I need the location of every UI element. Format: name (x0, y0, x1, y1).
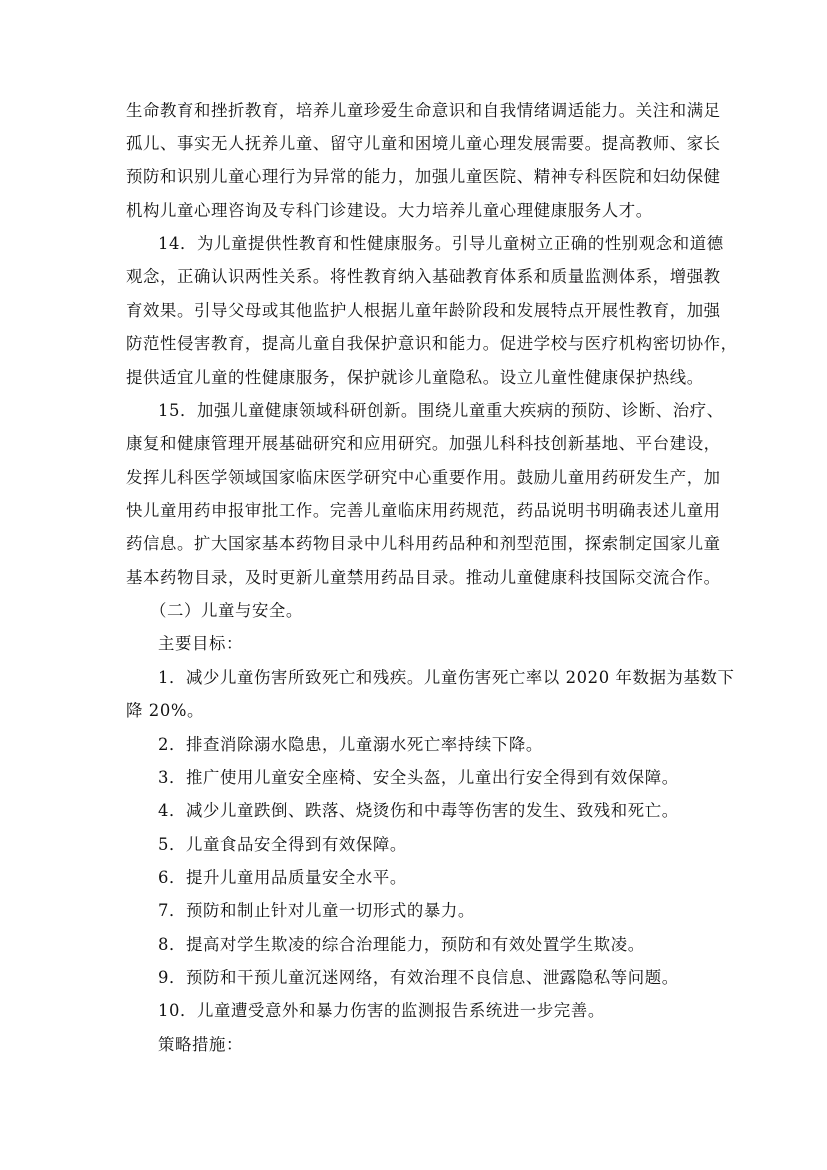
list-item-continuation: 降 20%。 (126, 701, 205, 720)
paragraph-line: 药信息。扩大国家基本药物目录中儿科用药品种和剂型范围，探索制定国家儿童 (126, 534, 721, 553)
list-item: 8．提高对学生欺凌的综合治理能力，预防和有效处置学生欺凌。 (158, 935, 645, 954)
list-item: 9．预防和干预儿童沉迷网络，有效治理不良信息、泄露隐私等问题。 (158, 968, 679, 987)
list-item: 10．儿童遭受意外和暴力伤害的监测报告系统进一步完善。 (158, 1001, 605, 1020)
list-item: 1．减少儿童伤害所致死亡和残疾。儿童伤害死亡率以 2020 年数据为基数下 (158, 668, 735, 687)
paragraph-line: 机构儿童心理咨询及专科门诊建设。大力培养儿童心理健康服务人才。 (126, 201, 653, 220)
list-item: 7．预防和制止针对儿童一切形式的暴力。 (158, 901, 475, 920)
paragraph-line: 预防和识别儿童心理行为异常的能力，加强儿童医院、精神专科医院和妇幼保健 (126, 167, 721, 186)
paragraph-line: 生命教育和挫折教育，培养儿童珍爱生命意识和自我情绪调适能力。关注和满足 (126, 101, 721, 120)
list-item: 4．减少儿童跌倒、跌落、烧烫伤和中毒等伤害的发生、致残和死亡。 (158, 801, 679, 820)
paragraph-line: 孤儿、事实无人抚养儿童、留守儿童和困境儿童心理发展需要。提高教师、家长 (126, 134, 721, 153)
paragraph-line: 发挥儿科医学领域国家临床医学研究中心重要作用。鼓励儿童用药研发生产，加 (126, 468, 721, 487)
paragraph-line: 育效果。引导父母或其他监护人根据儿童年龄阶段和发展特点开展性教育，加强 (126, 301, 721, 320)
section-heading: （二）儿童与安全。 (150, 601, 303, 620)
list-item: 3．推广使用儿童安全座椅、安全头盔，儿童出行安全得到有效保障。 (158, 768, 679, 787)
list-item: 2．排查消除溺水隐患，儿童溺水死亡率持续下降。 (158, 735, 543, 754)
list-item: 5．儿童食品安全得到有效保障。 (158, 835, 407, 854)
paragraph-line: 快儿童用药申报审批工作。完善儿童临床用药规范，药品说明书明确表述儿童用 (126, 501, 721, 520)
paragraph-line: 提供适宜儿童的性健康服务，保护就诊儿童隐私。设立儿童性健康保护热线。 (126, 368, 704, 387)
subheading-strategies: 策略措施： (158, 1035, 243, 1054)
list-item: 6．提升儿童用品质量安全水平。 (158, 868, 407, 887)
paragraph-line: 15．加强儿童健康领域科研创新。围绕儿童重大疾病的预防、诊断、治疗、 (158, 401, 724, 420)
subheading-main-goals: 主要目标： (158, 634, 243, 653)
paragraph-line: 防范性侵害教育，提高儿童自我保护意识和能力。促进学校与医疗机构密切协作， (126, 334, 738, 353)
paragraph-line: 康复和健康管理开展基础研究和应用研究。加强儿科科技创新基地、平台建设， (126, 434, 721, 453)
paragraph-line: 14．为儿童提供性教育和性健康服务。引导儿童树立正确的性别观念和道德 (158, 234, 724, 253)
paragraph-line: 基本药物目录，及时更新儿童禁用药品目录。推动儿童健康科技国际交流合作。 (126, 568, 721, 587)
paragraph-line: 观念，正确认识两性关系。将性教育纳入基础教育体系和质量监测体系，增强教 (126, 267, 721, 286)
